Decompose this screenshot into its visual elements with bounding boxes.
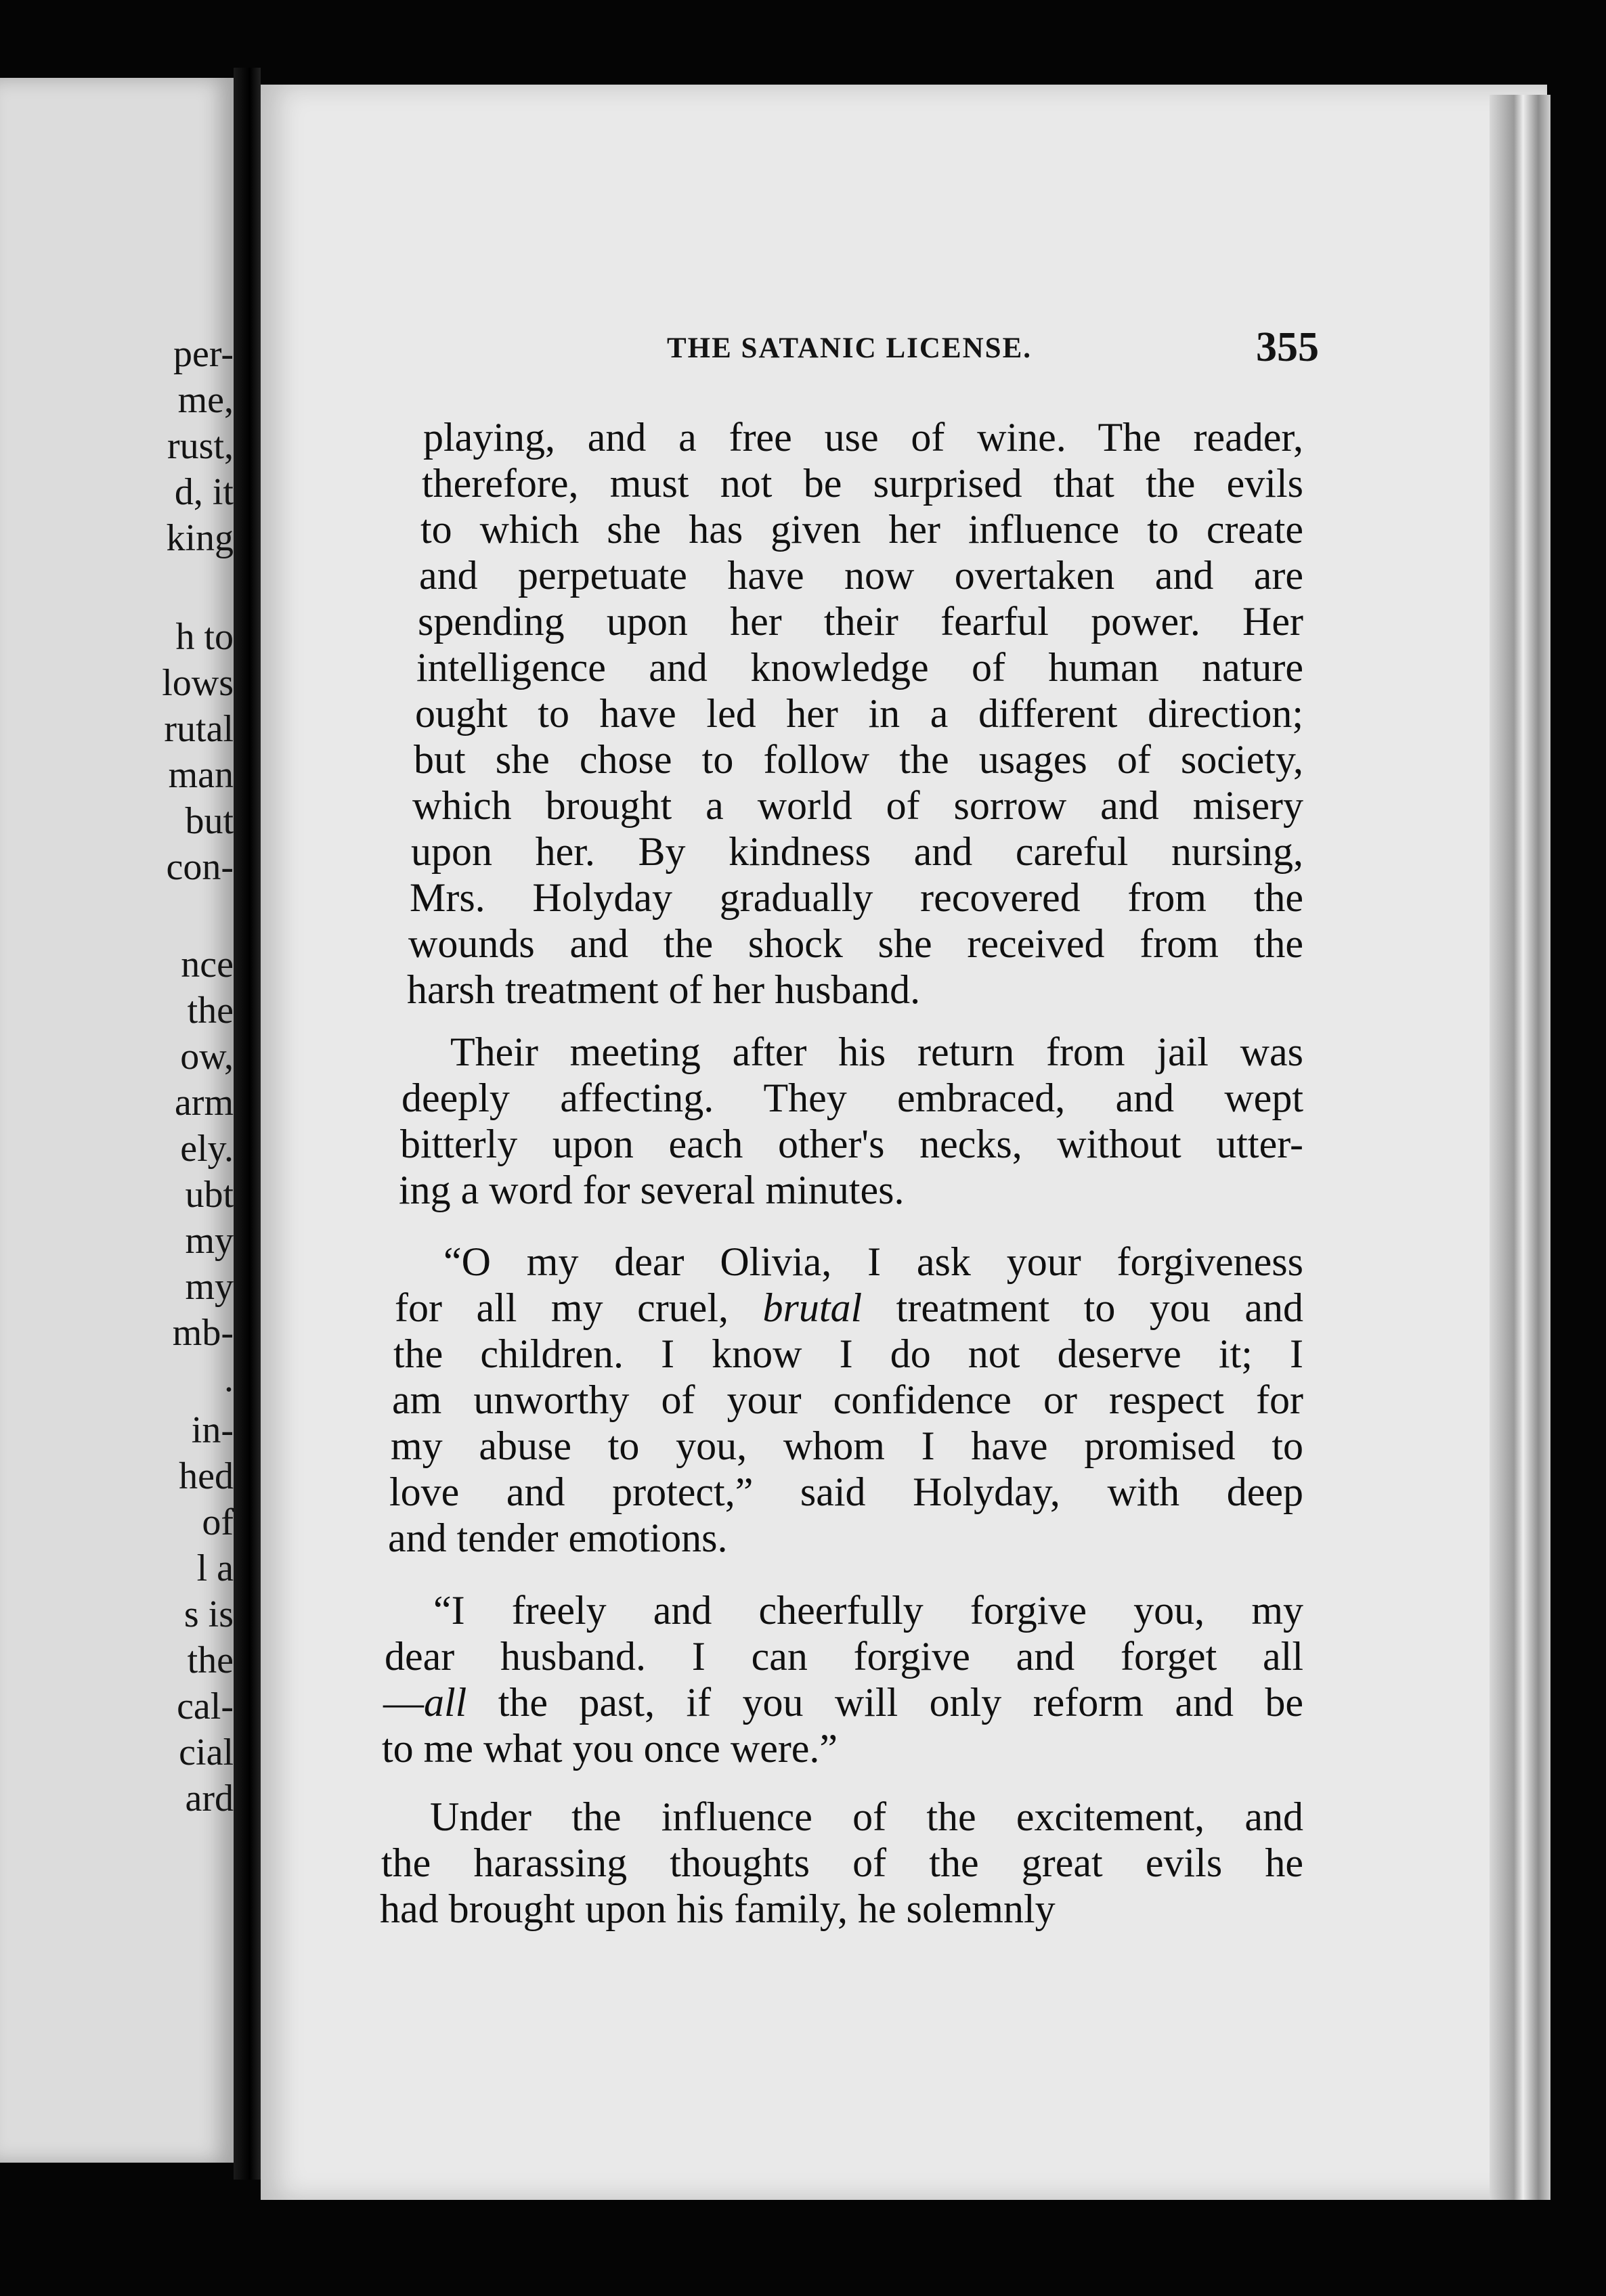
left-page-fragment: the: [187, 1639, 234, 1681]
left-page-fragment: in-: [191, 1409, 234, 1451]
left-page-fragment: nce: [181, 944, 234, 986]
text-line: [419, 552, 1303, 598]
text-line: [389, 1469, 1303, 1515]
text-segment: ing a word for several minutes.: [399, 1168, 905, 1212]
text-segment: playing, and a free use of wine. The reader,: [423, 415, 1303, 460]
text-segment: love and protect,” said Holyday, with deep: [389, 1470, 1303, 1514]
text-line: [391, 1423, 1303, 1469]
text-line: [395, 1285, 1303, 1331]
left-page-fragment: king: [166, 517, 234, 559]
text-segment: harsh treatment of her husband.: [407, 967, 921, 1012]
text-segment: to which she has given her influence to create: [420, 507, 1303, 552]
text-segment: deeply affecting. They embraced, and wept: [402, 1076, 1303, 1120]
text-segment: and tender emotions.: [388, 1516, 728, 1560]
text-segment: am unworthy of your confidence or respect for: [392, 1377, 1303, 1422]
left-page-fragment: mb-: [172, 1312, 234, 1354]
text-segment: dear husband. I can forgive and forget all: [385, 1634, 1303, 1679]
italic-text: all: [424, 1680, 467, 1725]
text-segment: —: [383, 1680, 424, 1725]
left-page-fragment: of: [202, 1501, 234, 1543]
left-page-fragment: ow,: [180, 1036, 234, 1078]
text-segment: wounds and the shock she received from the: [408, 921, 1303, 966]
left-page-fragment: rutal: [164, 708, 234, 750]
page-edge: [1490, 95, 1550, 2200]
left-page-fragment: arm: [174, 1082, 234, 1124]
text-segment: to me what you once were.”: [382, 1726, 838, 1771]
text-line: [400, 1121, 1303, 1167]
page-number: 355: [1256, 324, 1319, 370]
text-line: [407, 967, 1303, 1013]
text-segment: intelligence and knowledge of human nature: [416, 645, 1303, 690]
text-segment: and perpetuate have now overtaken and are: [419, 553, 1303, 598]
left-page-fragment: l a: [196, 1547, 234, 1589]
text-line: [414, 736, 1303, 782]
text-segment: spending upon her their fearful power. Her: [418, 599, 1303, 644]
book-gutter: [234, 68, 261, 2180]
left-page-fragment: the: [187, 990, 234, 1032]
text-line: [412, 782, 1303, 829]
text-segment: bitterly upon each other's necks, without utter-: [400, 1122, 1303, 1166]
text-line: [450, 1029, 1303, 1075]
left-page-fragment: my: [185, 1220, 234, 1262]
left-page-fragment: s is: [183, 1593, 234, 1635]
text-line: [382, 1725, 1303, 1771]
text-line: [380, 1886, 1303, 1932]
text-line: [393, 1331, 1303, 1377]
text-line: [402, 1075, 1303, 1121]
text-line: [443, 1239, 1303, 1285]
text-segment: “I freely and cheerfully forgive you, my: [433, 1588, 1303, 1633]
left-page-fragment: hed: [179, 1455, 234, 1497]
text-segment: but she chose to follow the usages of society,: [414, 737, 1303, 782]
text-line: [399, 1167, 1303, 1213]
text-segment: “O my dear Olivia, I ask your forgiveness: [443, 1239, 1303, 1284]
text-line: [420, 506, 1303, 552]
text-line: [430, 1794, 1303, 1840]
left-page-fragment: but: [185, 800, 234, 842]
text-line: [383, 1679, 1303, 1725]
text-segment: had brought upon his family, he solemnly: [380, 1886, 1056, 1931]
text-line: [388, 1515, 1303, 1561]
text-line: [423, 414, 1303, 460]
running-head: THE SATANIC LICENSE.: [667, 332, 1033, 364]
text-segment: Their meeting after his return from jail was: [450, 1030, 1303, 1074]
text-line: [410, 875, 1303, 921]
text-segment: upon her. By kindness and careful nursing,: [411, 829, 1303, 874]
left-page-fragment: .: [224, 1358, 234, 1400]
left-page-fragment: con-: [166, 846, 234, 888]
left-page-fragment: man: [168, 754, 234, 796]
text-segment: the past, if you will only reform and be: [466, 1680, 1303, 1725]
text-segment: treatment to you and: [862, 1285, 1304, 1330]
left-page-fragment: d, it: [174, 471, 234, 513]
left-page-fragment: rust,: [167, 425, 234, 467]
text-segment: for all my cruel,: [395, 1285, 763, 1330]
left-page-fragment: ubt: [185, 1174, 234, 1216]
left-page-fragment: me,: [177, 379, 234, 421]
text-segment: therefore, must not be surprised that the evils: [422, 461, 1303, 506]
left-page-fragment: per-: [173, 333, 234, 375]
italic-text: brutal: [762, 1285, 863, 1330]
text-segment: which brought a world of sorrow and misery: [412, 783, 1303, 828]
text-line: [422, 460, 1303, 506]
left-page-fragment: cal-: [177, 1685, 234, 1727]
left-page-fragment: lows: [162, 662, 234, 704]
text-line: [381, 1840, 1303, 1886]
text-segment: the children. I know I do not deserve it; I: [393, 1331, 1303, 1376]
text-segment: my abuse to you, whom I have promised to: [391, 1423, 1303, 1468]
left-page: [0, 78, 234, 2163]
text-line: [415, 690, 1303, 736]
left-page-fragment: h to: [175, 616, 234, 658]
text-line: [408, 921, 1303, 967]
text-line: [385, 1633, 1303, 1679]
text-line: [433, 1587, 1303, 1633]
left-page-fragment: cial: [179, 1731, 234, 1773]
text-line: [411, 829, 1303, 875]
text-segment: Under the influence of the excitement, and: [430, 1794, 1303, 1839]
text-segment: the harassing thoughts of the great evils he: [381, 1840, 1303, 1885]
text-segment: Mrs. Holyday gradually recovered from the: [410, 875, 1303, 920]
left-page-fragment: my: [185, 1266, 234, 1308]
text-line: [416, 644, 1303, 690]
text-line: [418, 598, 1303, 644]
left-page-fragment: ard: [185, 1778, 234, 1819]
text-segment: ought to have led her in a different direction;: [415, 691, 1303, 736]
left-page-fragment: ely.: [180, 1128, 234, 1170]
text-line: [392, 1377, 1303, 1423]
